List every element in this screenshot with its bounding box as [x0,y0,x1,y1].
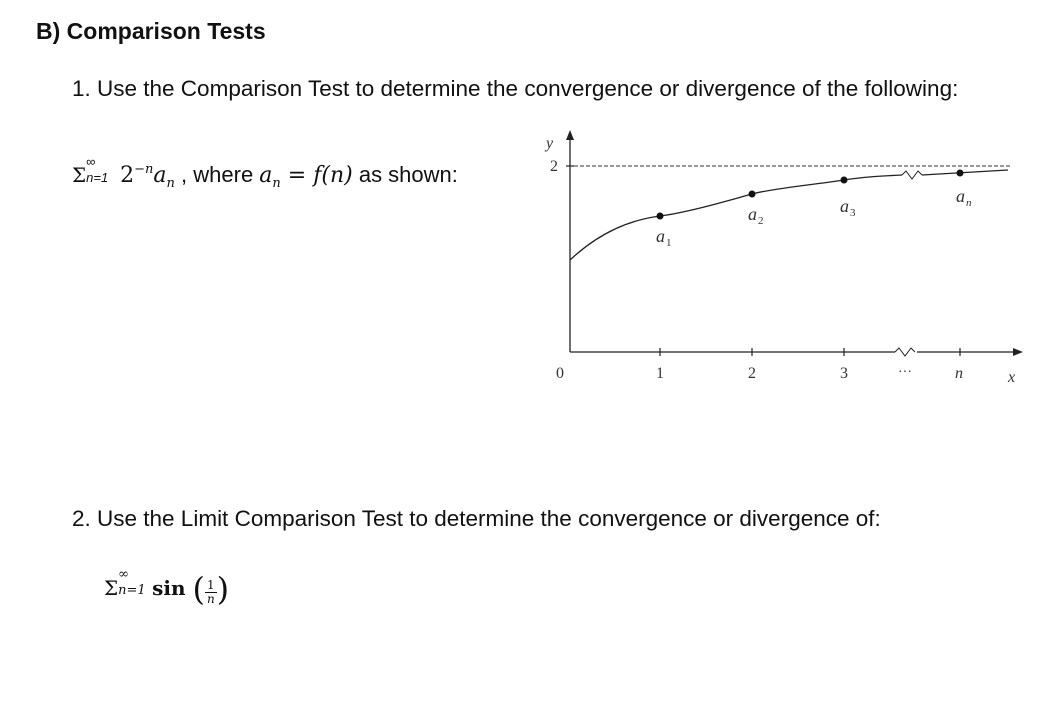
point-an [957,170,964,177]
x-axis-arrow [1013,348,1023,356]
exponent: −n [134,162,154,177]
sum-symbol: Σ [72,163,87,187]
sum-limits-2 [118,567,152,599]
sum-limits [86,154,120,186]
curve-break [902,171,922,179]
label-a2-var: a [748,204,757,224]
sum-upper-limit-2: ∞ [118,567,129,582]
point-a3 [841,177,848,184]
label-a3-sub: 3 [850,207,856,219]
sum-lower-limit-2: n=1 [118,583,146,598]
x-axis-break [895,348,915,356]
question-2-text: 2. Use the Limit Comparison Test to determine the convergence or divergence of: [72,506,881,531]
fraction-numerator: 1 [207,578,215,592]
right-paren: ) [216,570,230,608]
label-a1 [656,226,672,249]
section-title: B) Comparison Tests [36,18,266,44]
point-a1 [657,213,664,220]
x-tick-label-3: 3 [840,365,848,382]
point-a2 [749,191,756,198]
function-argument: (n) [321,163,353,188]
y-axis-label: y [546,135,554,152]
x-tick-label-n: n [955,365,963,382]
a-variable: a [259,163,273,188]
equals-sign: = [280,163,314,188]
y-axis-arrow [566,130,574,140]
function-curve-right [922,170,1008,175]
base-number: 2 [120,163,135,188]
fraction-denominator: n [206,592,215,606]
term-subscript: n [166,176,175,191]
series-2-expression [104,567,230,608]
ellipsis: ··· [898,365,912,380]
sin-function: sin [152,576,186,600]
origin-label: 0 [556,365,564,382]
label-a2-sub: 2 [758,215,764,227]
series-1-expression [72,154,458,191]
label-a2 [748,204,764,227]
label-a3-var: a [840,196,849,216]
x-tick-label-1: 1 [656,365,664,382]
question-1-text: 1. Use the Comparison Test to determine the convergence or divergence of the following: [72,76,959,101]
label-a1-sub: 1 [666,237,672,249]
sequence-graph [530,120,1030,395]
label-a3 [840,196,856,219]
left-paren: ( [192,570,206,608]
label-an-var: a [956,186,965,206]
sum-upper-limit: ∞ [86,154,96,169]
where-text: where [187,162,260,187]
label-an-sub: n [966,197,972,209]
as-shown-text: as shown: [352,162,458,187]
sum-lower-limit: n=1 [86,170,109,185]
comma: , [174,162,188,187]
label-a1-var: a [656,226,665,246]
fraction [205,579,217,606]
label-an [956,186,972,209]
x-tick-label-2: 2 [748,365,756,382]
y-tick-label: 2 [550,158,558,175]
term-variable: a [153,163,167,188]
sum-symbol-2: Σ [104,576,119,600]
x-axis-label: x [1008,369,1016,386]
function-name: f [313,163,322,188]
a-subscript: n [272,176,281,191]
